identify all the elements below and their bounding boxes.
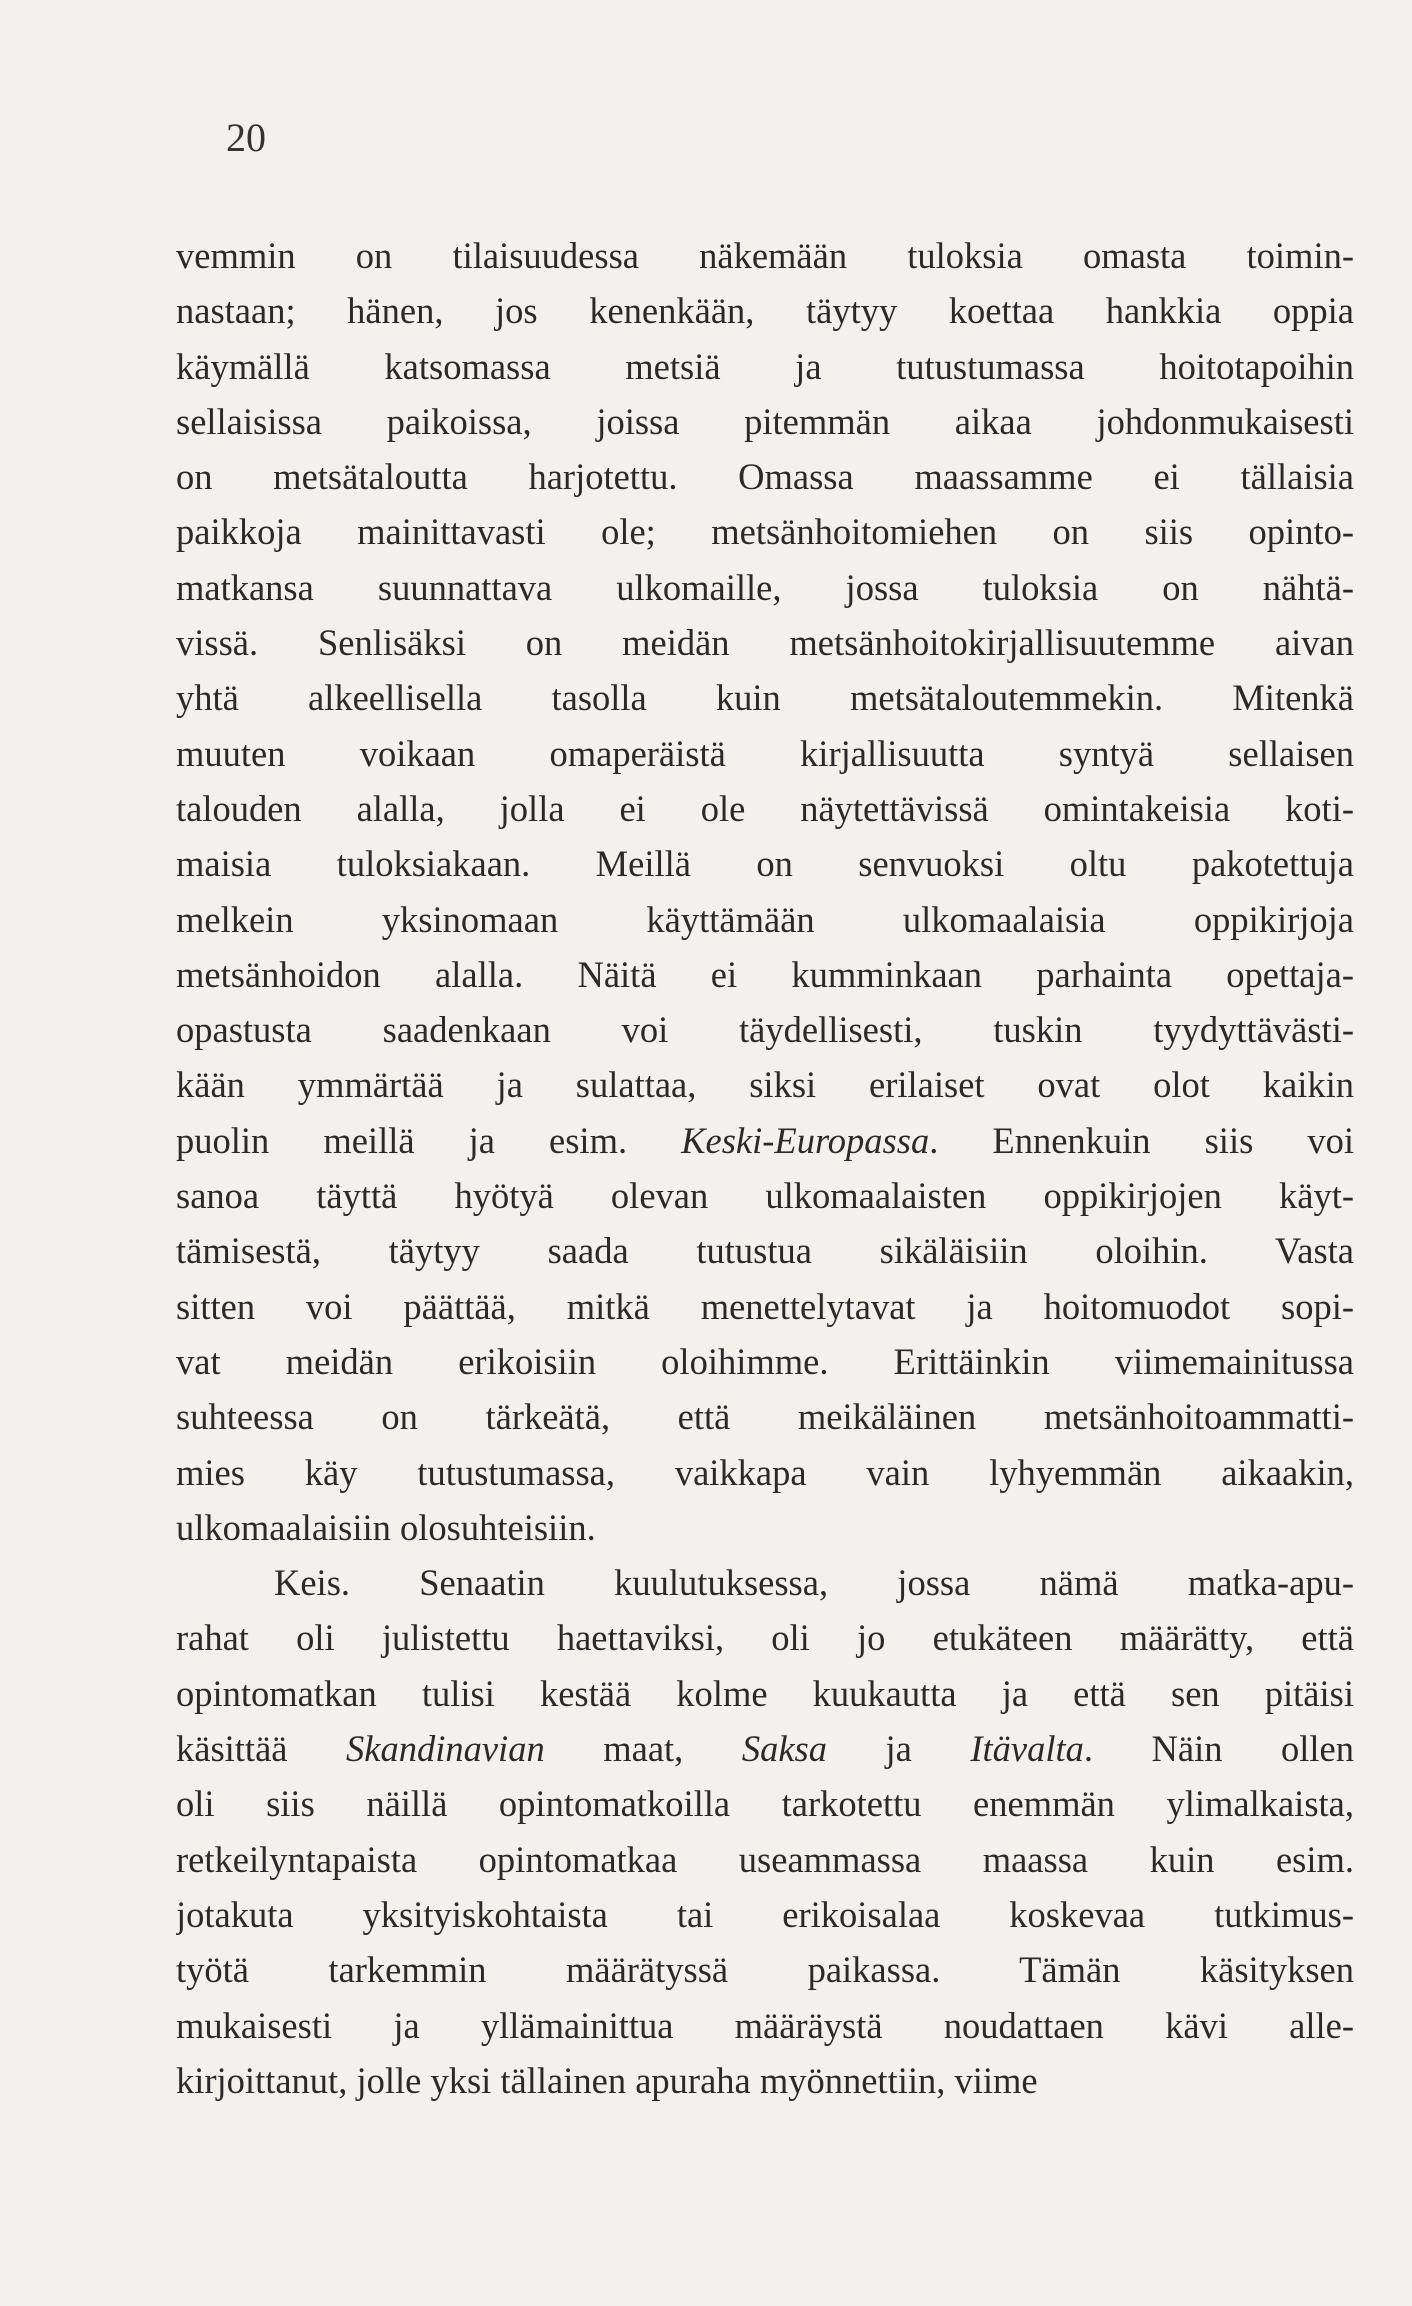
text-segment: . Näin ollen <box>1083 1728 1354 1770</box>
text-segment: paikkoja mainittavasti ole; metsänhoitomiehen on siis opinto- <box>176 511 1354 553</box>
italic-term: Keski-Europassa <box>681 1119 930 1161</box>
text-line <box>176 1334 1354 1389</box>
text-line <box>176 615 1354 670</box>
text-line <box>176 1721 1354 1776</box>
text-segment: jotakuta yksityiskohtaista tai erikoisalaa koskevaa tutkimus- <box>176 1893 1354 1935</box>
text-line <box>176 228 1354 283</box>
text-segment: kirjoittanut, jolle yksi tällainen apuraha myönnettiin, viime <box>176 2059 1038 2101</box>
text-line <box>176 1610 1354 1665</box>
text-line <box>176 1279 1354 1334</box>
text-segment: Keis. Senaatin kuulutuksessa, jossa nämä matka-apu- <box>274 1562 1354 1604</box>
text-line <box>176 781 1354 836</box>
text-segment: yhtä alkeellisella tasolla kuin metsätaloutemmekin. Mitenkä <box>176 677 1354 719</box>
text-line <box>176 1776 1354 1831</box>
text-segment: opastusta saadenkaan voi täydellisesti, tuskin tyydyttävästi- <box>176 1009 1354 1051</box>
text-segment: kään ymmärtää ja sulattaa, siksi erilaiset ovat olot kaikin <box>176 1064 1354 1106</box>
text-segment: melkein yksinomaan käyttämään ulkomaalaisia oppikirjoja <box>176 898 1354 940</box>
text-segment: metsänhoidon alalla. Näitä ei kumminkaan parhainta opettaja- <box>176 953 1354 995</box>
text-segment: ulkomaalaisiin olosuhteisiin. <box>176 1506 596 1548</box>
text-line <box>176 1002 1354 1057</box>
text-line <box>176 1445 1354 1500</box>
text-line <box>176 1500 1354 1555</box>
text-segment: opintomatkan tulisi kestää kolme kuukautta ja että sen pitäisi <box>176 1672 1354 1714</box>
text-line <box>176 504 1354 559</box>
text-segment: muuten voikaan omaperäistä kirjallisuutta syntyä sellaisen <box>176 732 1354 774</box>
text-segment: mukaisesti ja yllämainittua määräystä noudattaen kävi alle- <box>176 2004 1354 2046</box>
text-segment: työtä tarkemmin määrätyssä paikassa. Tämän käsityksen <box>176 1949 1354 1991</box>
text-segment: ja <box>826 1728 971 1770</box>
page-number: 20 <box>226 115 266 160</box>
text-segment: tämisestä, täytyy saada tutustua sikäläisiin oloihin. Vasta <box>176 1230 1354 1272</box>
text-line <box>176 670 1354 725</box>
text-segment: vissä. Senlisäksi on meidän metsänhoitokirjallisuutemme aivan <box>176 622 1354 664</box>
text-segment: retkeilyntapaista opintomatkaa useammassa maassa kuin esim. <box>176 1838 1354 1880</box>
text-segment: nastaan; hänen, jos kenenkään, täytyy koettaa hankkia oppia <box>176 290 1354 332</box>
text-line <box>176 1942 1354 1997</box>
text-line <box>176 947 1354 1002</box>
text-segment: rahat oli julistettu haettaviksi, oli jo etukäteen määrätty, että <box>176 1617 1354 1659</box>
text-segment: suhteessa on tärkeätä, että meikäläinen metsänhoitoammatti- <box>176 1396 1354 1438</box>
text-segment: sellaisissa paikoissa, joissa pitemmän aikaa johdonmukaisesti <box>176 400 1354 442</box>
text-segment: mies käy tutustumassa, vaikkapa vain lyhyemmän aikaakin, <box>176 1451 1354 1493</box>
text-line <box>176 1998 1354 2053</box>
text-line <box>176 2053 1354 2108</box>
text-line <box>176 726 1354 781</box>
text-line <box>176 283 1354 338</box>
text-line <box>176 1057 1354 1112</box>
text-segment: talouden alalla, jolla ei ole näytettävissä omintakeisia koti- <box>176 787 1354 829</box>
text-line <box>176 1887 1354 1942</box>
text-segment: käsittää <box>176 1728 347 1770</box>
text-line <box>176 1666 1354 1721</box>
text-line <box>176 1113 1354 1168</box>
text-segment: vat meidän erikoisiin oloihimme. Erittäinkin viimemainitussa <box>176 1340 1354 1382</box>
text-segment: matkansa suunnattava ulkomaille, jossa tuloksia on nähtä- <box>176 566 1354 608</box>
text-segment: . Ennenkuin siis voi <box>929 1119 1354 1161</box>
text-line <box>176 1168 1354 1223</box>
text-line <box>176 560 1354 615</box>
text-line <box>176 1832 1354 1887</box>
text-segment: oli siis näillä opintomatkoilla tarkotettu enemmän ylimalkaista, <box>176 1783 1354 1825</box>
text-line <box>176 1223 1354 1278</box>
text-segment: maisia tuloksiakaan. Meillä on senvuoksi oltu pakotettuja <box>176 843 1354 885</box>
text-line <box>176 339 1354 394</box>
text-segment: puolin meillä ja esim. <box>176 1119 682 1161</box>
text-segment: on metsätaloutta harjotettu. Omassa maassamme ei tällaisia <box>176 456 1354 498</box>
text-line <box>176 1555 1354 1610</box>
text-line <box>176 394 1354 449</box>
italic-term: Skandinavian <box>346 1728 545 1770</box>
text-line <box>176 449 1354 504</box>
text-segment: käymällä katsomassa metsiä ja tutustumassa hoitotapoihin <box>176 345 1354 387</box>
text-line <box>176 892 1354 947</box>
page-body-text <box>176 228 1354 2108</box>
italic-term: Itävalta <box>970 1728 1084 1770</box>
text-line <box>176 836 1354 891</box>
text-segment: sitten voi päättää, mitkä menettelytavat ja hoitomuodot sopi- <box>176 1285 1354 1327</box>
text-segment: maat, <box>544 1728 742 1770</box>
text-segment: vemmin on tilaisuudessa näkemään tuloksia omasta toimin- <box>176 235 1354 276</box>
text-line <box>176 1389 1354 1444</box>
text-segment: sanoa täyttä hyötyä olevan ulkomaalaisten oppikirjojen käyt- <box>176 1175 1354 1217</box>
italic-term: Saksa <box>741 1728 827 1770</box>
